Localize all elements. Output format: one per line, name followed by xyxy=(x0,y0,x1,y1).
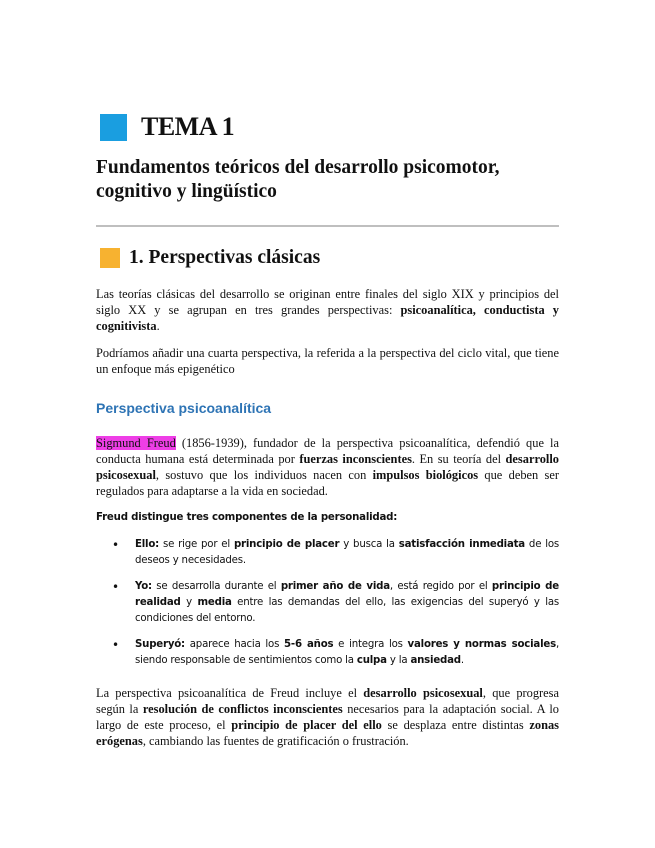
chapter-subtitle: Fundamentos teóricos del desarrollo psicomotor, cognitivo y lingüístico xyxy=(96,157,500,202)
chapter-header xyxy=(96,112,234,142)
paragraph-psychosexual: La perspectiva psicoanalítica de Freud incluye el desarrollo psicosexual, que progresa según la resolución de conflictos inconscientes necesarios para la adaptación social. A lo largo de este proceso, el principio de placer del ello se desplaza entre distintas zonas erógenas, cambiando las fuentes de gratificación o frustración. xyxy=(96,686,559,748)
section-title: 1. Perspectivas clásicas xyxy=(129,247,321,268)
paragraph-fourth-perspective: Podríamos añadir una cuarta perspectiva, la referida a la perspectiva del ciclo vital, que tiene un enfoque más epigenético xyxy=(96,346,559,376)
bullet-icon: • xyxy=(112,538,119,552)
list-item-text: Yo: se desarrolla durante el primer año de vida, está regido por el principio de realidad y media entre las demandas del ello, las exigencias del superyó y las condiciones del entorno. xyxy=(135,581,560,624)
highlighted-name: Sigmund Freud xyxy=(96,436,176,450)
subheading: Perspectiva psicoanalítica xyxy=(96,400,272,416)
paragraph-intro: Las teorías clásicas del desarrollo se originan entre finales del siglo XIX y principios del siglo XX y se agrupan en tres grandes perspectivas: psicoanalítica, conductista y cognitivista. xyxy=(96,287,559,333)
components-intro: Freud distingue tres componentes de la personalidad: xyxy=(96,512,398,523)
paragraph-freud: Sigmund Freud (1856-1939), fundador de la perspectiva psicoanalítica, defendió que la conducta humana está determinada por fuerzas inconscientes. En su teoría del desarrollo psicosexual, sostuvo que los individuos nacen con impulsos biológicos que deben ser regulados para adaptarse a la vida en sociedad. xyxy=(96,436,559,498)
section-header xyxy=(96,247,320,269)
list-item-text: Superyó: aparece hacia los 5-6 años e integra los valores y normas sociales, siendo responsable de sentimientos como la culpa y la ansiedad. xyxy=(135,639,559,666)
orange-square-icon xyxy=(100,248,120,268)
blue-square-icon xyxy=(100,114,127,141)
list-item-text: Ello: se rige por el principio de placer y busca la satisfacción inmediata de los deseos y necesidades. xyxy=(135,539,559,566)
divider xyxy=(96,225,559,227)
chapter-title: TEMA 1 xyxy=(141,112,235,141)
bullet-icon: • xyxy=(112,638,119,652)
bullet-icon: • xyxy=(112,580,119,594)
